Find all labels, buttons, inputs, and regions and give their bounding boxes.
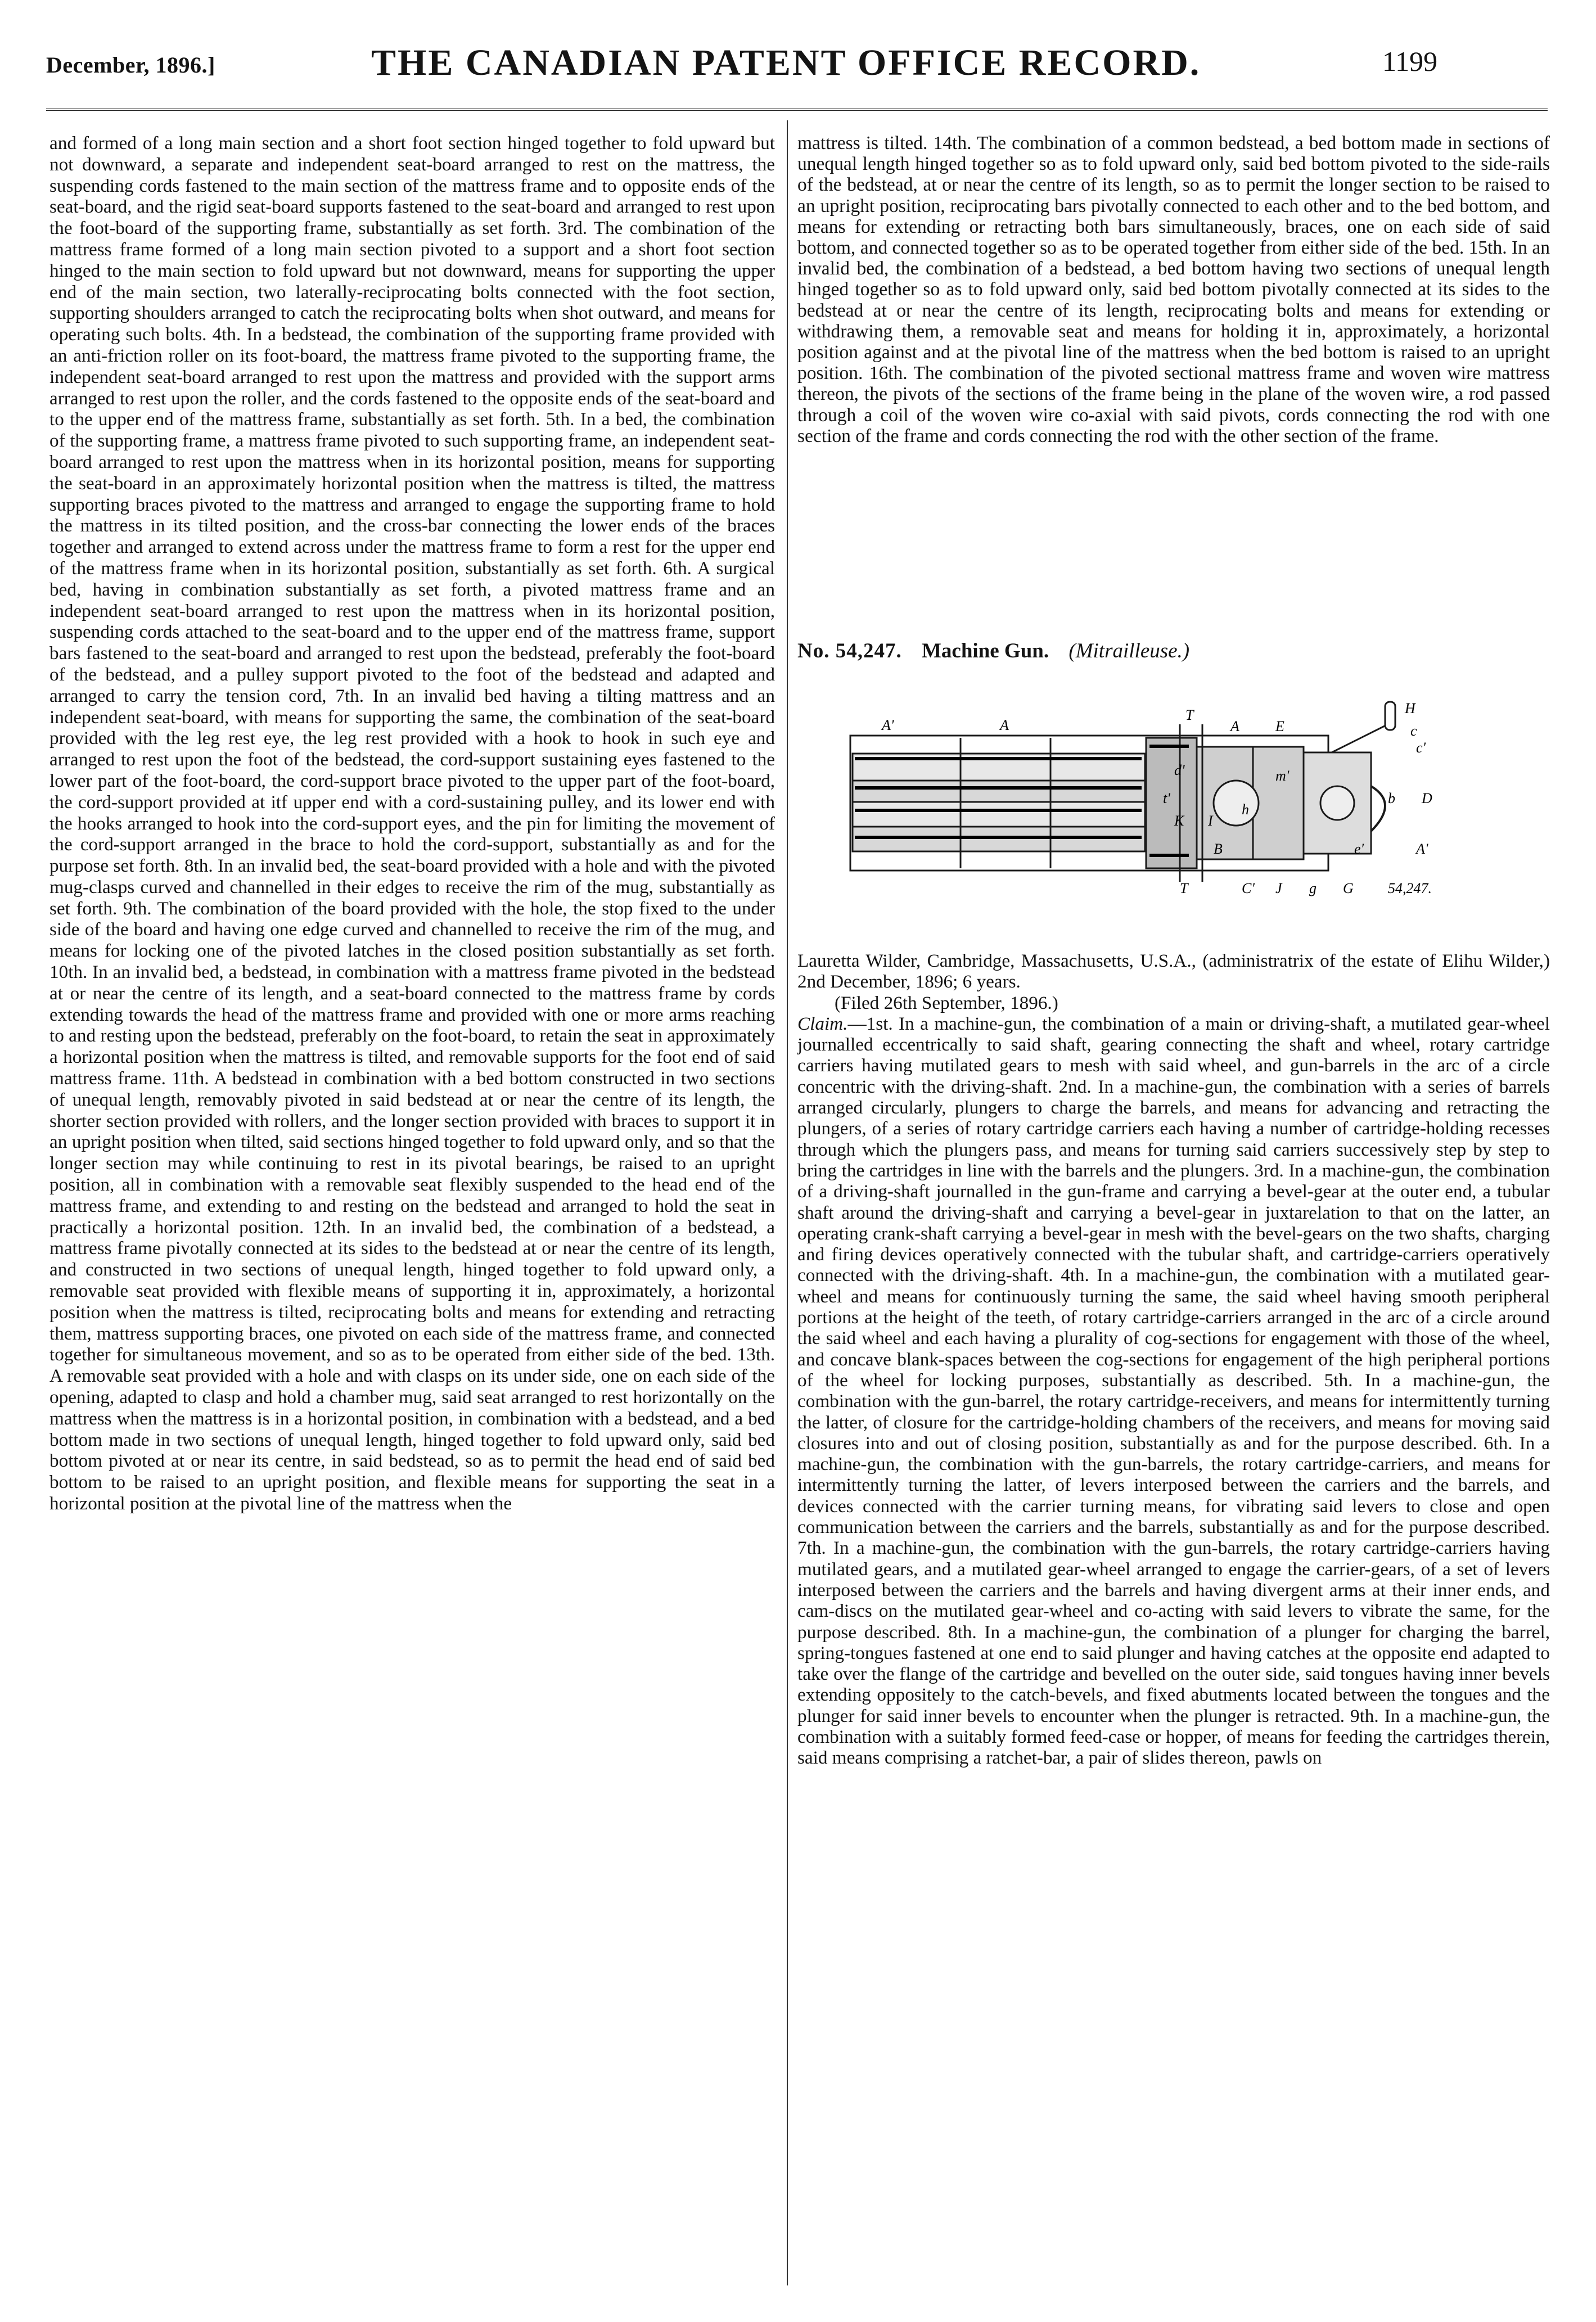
figure-label: E <box>1275 718 1284 734</box>
figure-label: g <box>1309 880 1317 896</box>
patent-heading <box>797 639 1189 663</box>
figure-label: A <box>1000 717 1009 733</box>
header-date: December, 1896.] <box>46 52 215 78</box>
figure-label: I <box>1208 813 1213 829</box>
figure-label: J <box>1275 880 1282 896</box>
figure-label: e' <box>1354 841 1364 857</box>
figure-label: T <box>1180 880 1188 896</box>
figure-label: h <box>1242 801 1249 818</box>
page-title: THE CANADIAN PATENT OFFICE RECORD. <box>371 42 1201 83</box>
figure-label: A' <box>1416 841 1428 857</box>
patent-number: No. 54,247. <box>797 639 902 662</box>
figure-label: d' <box>1174 762 1185 778</box>
column-divider <box>787 120 788 2285</box>
claim-label: Claim. <box>797 1013 848 1034</box>
figure-label: m' <box>1275 768 1290 784</box>
patent-inventor: Lauretta Wilder, Cambridge, Massachusetts, U.S.A., (administratrix of the estate of Elihu Wilder,) 2nd December, 1896; 6 years. <box>797 950 1550 993</box>
header-rule <box>46 109 1548 111</box>
figure-label: 54,247. <box>1388 880 1432 896</box>
patent-claims <box>797 1013 1550 1769</box>
right-column-top <box>797 133 1550 447</box>
figure-label: B <box>1214 841 1223 857</box>
figure-label: c <box>1410 723 1417 739</box>
figure-label: T <box>1185 707 1194 723</box>
claims-text: —1st. In a machine-gun, the combination of a main or driving-shaft, a mutilated gear-wheel journalled eccentrically to said shaft, gearing connecting the shaft and wheel, rotary cartridge carriers having mutilated gears to mesh with said wheel, and gun-barrels in the arc of a circle concentric with the driving-shaft. 2nd. In a machine-gun, the combination with a series of barrels arranged circularly, plungers to charge the barrels, and means for advancing and retracting the plungers, of a series of rotary cartridge carriers each having a number of cartridge-holding recesses through which the plungers pass, and means for turning said carriers successively step by step to bring the cartridges in line with the barrels and the plungers. 3rd. In a machine-gun, the combination of a driving-shaft journalled in the gun-frame and carrying a bevel-gear at the outer end, a tubular shaft around the driving-shaft and carrying a bevel-gear in juxtarelation to that on the latter, an operating crank-shaft carrying a bevel-gear in mesh with the bevel-gears on the two shafts, charging and firing devices operatively connected with the tubular shaft, and cartridge-carriers operatively connected with the driving-shaft. 4th. In a machine-gun, the combination with a mutilated gear-wheel and means for continuously turning the same, the said wheel having smooth peripheral portions at the height of the teeth, of rotary cartridge-carriers arranged in the arc of a circle around the said wheel and each having a plurality of cog-sections for engagement with those of the wheel, and concave blank-spaces between the cog-sections for engagement of the high peripheral portions of the wheel for locking purposes, substantially as described. 5th. In a machine-gun, the combination with the gun-barrel, the rotary cartridge-receivers, and means for intermittently turning the latter, of closure for the cartridge-holding chambers of the receivers, and means for moving said closures into and out of closing position, substantially as and for the purpose described. 6th. In a machine-gun, the combination with the gun-barrels, the rotary cartridge-carriers, and means for intermittently turning the latter, of levers interposed between the carriers and the barrels, and devices connected with the carrier turning means, for vibrating said levers to close and open communication between the carriers and the barrels, substantially as and for the purpose described. 7th. In a machine-gun, the combination with the gun-barrels, the rotary cartridge-carriers having mutilated gears, and a mutilated gear-wheel arranged to engage the carrier-gears, of a set of levers interposed between the carriers and the barrels and having divergent arms at their inner ends, and cam-discs on the mutilated gear-wheel and co-acting with said levers to vibrate the same, for the purpose described. 8th. In a machine-gun, the combination of a plunger for charging the barrel, spring-tongues fastened at one end to said plunger and having catches at the opposite end adapted to take over the flange of the cartridge and bevelled on the outer side, said tongues having inner bevels extending oppositely to the catch-bevels, and fixed abutments located between the tongues and the plunger for said inner bevels to encounter when the plunger is retracted. 9th. In a machine-gun, the combination with a suitably formed feed-case or hopper, of means for feeding the cartridges therein, said means comprising a ratchet-bar, a pair of slides thereon, pawls on <box>797 1013 1550 1769</box>
figure-label: c' <box>1416 740 1426 756</box>
patent-filed-date: (Filed 26th September, 1896.) <box>835 992 1058 1013</box>
figure-label: G <box>1343 880 1354 896</box>
left-column-text: and formed of a long main section and a short foot section hinged together to fold upward but not downward, a separate and independent seat-board arranged to rest on the mattress, the suspending cords fastened to the main section of the mattress frame and to opposite ends of the seat-board, and the rigid seat-board supports fastened to the seat-board and arranged to rest upon the foot-board of the supporting frame, substantially as set forth. 3rd. The combination of the mattress frame formed of a long main section pivoted to a support and a short foot section hinged to the main section to fold upward but not downward, means for supporting the upper end of the main section, two laterally-reciprocating bolts connected with the foot section, supporting shoulders arranged to catch the reciprocating bolts when shot outward, and means for operating such bolts. 4th. In a bedstead, the combination of the supporting frame provided with an anti-friction roller on its foot-board, the mattress frame pivoted to the supporting frame, the independent seat-board arranged to rest upon the mattress and provided with the support arms arranged to rest upon the roller, and the cords fastened to the opposite ends of the seat-board and to the upper end of the mattress frame, substantially as set forth. 5th. In a bed, the combination of the supporting frame, a mattress frame pivoted to such supporting frame, an independent seat-board arranged to rest upon the mattress when in its horizontal position, means for supporting the seat-board in an approximately horizontal position when the mattress is tilted, the mattress supporting braces pivoted to the mattress and arranged to engage the supporting frame to hold the mattress in its tilted position, and the cross-bar connecting the lower ends of the braces together and arranged to extend across under the mattress frame to form a rest for the upper end of the mattress frame when in its horizontal position, substantially as set forth. 6th. A surgical bed, having in combination substantially as set forth, a pivoted mattress frame and an independent seat-board arranged to rest upon the mattress when in its horizontal position, suspending cords attached to the seat-board and to the upper end of the mattress frame, support bars fastened to the seat-board and arranged to rest upon the bedstead, preferably the foot-board of the bedstead, and a pulley support pivoted to the foot of the bedstead and adapted and arranged to carry the tension cord, 7th. In an invalid bed having a tilting mattress and an independent seat-board, with means for supporting the same, the combination of the seat-board provided with the leg rest eye, the leg rest provided with a hook to hook in such eye and arranged to rest upon the foot of the bedstead, the cord-support sustaining eyes fastened to the lower part of the foot-board, the cord-support brace pivoted to the upper part of the foot-board, the cord-support provided at itf upper end with a cord-sustaining pulley, and its lower end with the hooks arranged to hook into the cord-support eyes, and the pin for limiting the movement of the cord-support arranged in the brace to hold the cord-support, substantially as and for the purpose set forth. 8th. In an invalid bed, the seat-board provided with a hole and with the pivoted mug-clasps curved and channelled in their edges to receive the rim of the mug, substantially as set forth. 9th. The combination of the board provided with the hole, the stop fixed to the under side of the board and having one edge curved and channelled to receive the rim of the mug, and means for locking one of the pivoted latches in the closed position substantially as set forth. 10th. In an invalid bed, a bedstead, in combination with a mattress frame pivoted in the bedstead at or near the centre of its length, and a seat-board connected to the mattress frame by cords extending towards the head of the mattress frame and provided with one or more arms reaching to and resting upon the bedstead, preferably on the foot-board, to retain the seat in approximately a horizontal position when the mattress is tilted, and removable supports for the foot end of said mattress frame. 11th. A bedstead in combination with a bed bottom constructed in two sections of unequal length, removably pivoted in said bedstead at or near the centre of its length, the shorter section provided with rollers, and the longer section provided with braces to support it in an upright position when tilted, said sections hinged together to fold upward only, and so that the longer section may while continuing to rest in its pivotal bearings, be raised to an upright position, all in combination with a removable seat flexibly suspended to the head end of the mattress frame, and extending to and resting on the bedstead and arranged to hold the seat in practically a horizontal position. 12th. In an invalid bed, the combination of a bedstead, a mattress frame pivotally connected at its sides to the bedstead at or near the centre of its length, and constructed in two sections of unequal length, hinged together to fold upward only, a removable seat provided with flexible means of supporting it in, approximately, a horizontal position when the mattress is tilted, reciprocating bolts and means for extending and retracting them, mattress supporting braces, one pivoted on each side of the mattress frame, and connected together for simultaneous movement, and so as to be operated from either side of the bed. 13th. A removable seat provided with a hole and with clasps on its under side, one on each side of the opening, adapted to clasp and hold a chamber mug, said seat arranged to rest horizontally on the mattress when the mattress is in a horizontal position, in combination with a bedstead, and a bed bottom made in two sections of unequal length, hinged together to fold upward only, said bed bottom pivoted at or near its centre, in said bedstead, so as to permit the head end of said bed bottom to be raised to an upright position, and flexible means for supporting the seat in a horizontal position at the pivotal line of the mattress when the <box>49 133 775 1514</box>
left-column <box>49 133 775 1514</box>
figure-label: H <box>1405 700 1415 716</box>
figure-label: C' <box>1242 880 1255 896</box>
figure-label: A' <box>882 717 894 733</box>
machine-gun-figure <box>848 691 1489 938</box>
figure-label: b <box>1388 790 1395 806</box>
figure-label: D <box>1422 790 1432 806</box>
right-column-bottom <box>797 950 1550 1769</box>
right-column-top-text: mattress is tilted. 14th. The combination of a common bedstead, a bed bottom made in sections of unequal length hinged together so as to fold upward only, said bed bottom pivoted to the side-rails of the bedstead, at or near the centre of its length, so as to permit the longer section to be raised to an upright position, reciprocating bars pivotally connected to each other and to the bed bottom, and means for extending or retracting both bars simultaneously, braces, one on each side of said bottom, and connected together so as to be operated together from either side of the bed. 15th. In an invalid bed, the combination of a bedstead, a bed bottom having two sections of unequal length hinged together so as to fold upward only, said bed bottom pivotally connected at its sides to the bedstead at or near the centre of its length, reciprocating bolts and means for extending or withdrawing them, a removable seat and means for holding it in, approximately, a horizontal position against and at the pivotal line of the mattress when the bed bottom is raised to an upright position. 16th. The combination of the pivoted sectional mattress frame and woven wire mattress thereon, the pivots of the sections of the frame being in the plane of the woven wire, a rod passed through a coil of the woven wire co-axial with said pivots, cords connecting the rod with one section of the frame and cords connecting the rod with the other section of the frame. <box>797 133 1550 447</box>
figure-label: K <box>1174 813 1184 829</box>
patent-alt-title: (Mitrailleuse.) <box>1068 639 1190 662</box>
figure-label: t' <box>1163 790 1170 806</box>
figure-label: A <box>1230 718 1239 734</box>
patent-title: Machine Gun. <box>921 639 1049 662</box>
page-number: 1199 <box>1382 46 1438 77</box>
